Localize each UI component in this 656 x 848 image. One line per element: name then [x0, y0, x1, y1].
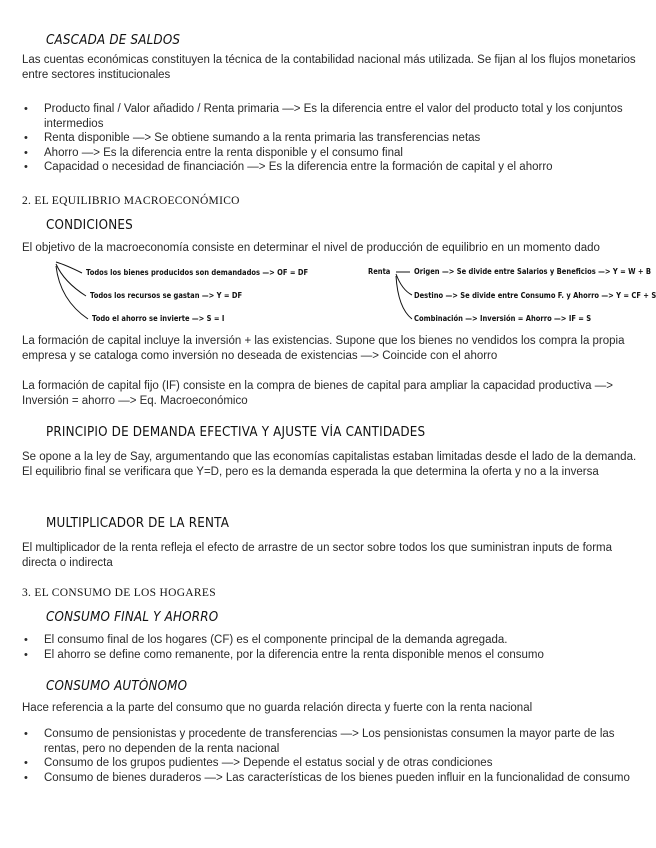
subsection-condiciones: CONDICIONES — [46, 218, 133, 233]
list-item: • Consumo de pensionistas y procedente de transferencias —> Los pensionistas consumen la mayor parte de las rentas, pero no dependen de la renta nacional — [22, 727, 640, 756]
cascada-intro: Las cuentas económicas constituyen la técnica de la contabilidad nacional más utilizada. Se fijan al los flujos monetarios entre sectores institucionales — [22, 54, 636, 81]
condiciones-intro: El objetivo de la macroeconomía consiste en determinar el nivel de producción de equilibrio en un momento dado — [22, 242, 600, 254]
note-right-3: Combinación —> Inversión = Ahorro —> IF = S — [414, 314, 592, 323]
section-heading-equilibrio: 2. EL EQUILIBRIO MACROECONÓMICO — [22, 195, 240, 207]
list-item: • Producto final / Valor añadido / Renta primaria —> Es la diferencia entre el valor del producto total y los conjuntos intermedios — [22, 102, 640, 131]
list-item: • Capacidad o necesidad de financiación —> Es la diferencia entre la formación de capital y el ahorro — [22, 160, 640, 175]
subsection-consumo-autonomo: CONSUMO AUTÓNOMO — [46, 679, 188, 694]
list-item: • Ahorro —> Es la diferencia entre la renta disponible y el consumo final — [22, 146, 640, 161]
paragraph-formacion-capital: La formación de capital incluye la inversión + las existencias. Supone que los bienes no vendidos los compra la propia empresa y se cataloga como inversión no deseada de existencias —> Coincide con el ahorro — [22, 335, 625, 362]
paragraph-demanda-efectiva: Se opone a la ley de Say, argumentando que las economías capitalistas estaban limitadas desde el lado de la demanda. El equilibrio final se verificara que Y=D, pero es la demanda esperada la que determina la oferta y no a la inversa — [22, 451, 637, 478]
list-item: • Consumo de los grupos pudientes —> Depende el estatus social y de otras condiciones — [22, 756, 640, 771]
section-title-cascada: CASCADA DE SALDOS — [46, 33, 181, 48]
consumo-autonomo-intro: Hace referencia a la parte del consumo que no guarda relación directa y fuerte con la renta nacional — [22, 702, 533, 714]
subsection-demanda-efectiva: PRINCIPIO DE DEMANDA EFECTIVA Y AJUSTE VÍA CANTIDADES — [46, 425, 426, 440]
subsection-consumo-final: CONSUMO FINAL Y AHORRO — [46, 610, 219, 625]
note-right-1: Origen —> Se divide entre Salarios y Beneficios —> Y = W + B — [414, 267, 652, 276]
note-left-3: Todo el ahorro se invierte —> S = I — [92, 314, 225, 323]
paragraph-multiplicador: El multiplicador de la renta refleja el efecto de arrastre de un sector sobre todos los que suministran inputs de forma directa o indirecta — [22, 542, 613, 569]
list-item: • Consumo de bienes duraderos —> Las características de los bienes pueden influir en la funcionalidad de consumo — [22, 771, 640, 786]
list-item: • El ahorro se define como remanente, por la diferencia entre la renta disponible menos el consumo — [22, 648, 640, 663]
list-item: • Renta disponible —> Se obtiene sumando a la renta primaria las transferencias netas — [22, 131, 640, 146]
paragraph-formacion-capital-fijo: La formación de capital fijo (IF) consiste en la compra de bienes de capital para ampliar la capacidad productiva —> Inversión = ahorro —> Eq. Macroeconómico — [22, 380, 613, 407]
section-heading-consumo: 3. EL CONSUMO DE LOS HOGARES — [22, 587, 216, 599]
consumo-final-list — [22, 633, 640, 662]
note-left-1: Todos los bienes producidos son demandados —> OF = DF — [86, 268, 309, 277]
consumo-autonomo-list — [22, 727, 640, 785]
note-left-2: Todos los recursos se gastan —> Y = DF — [90, 291, 243, 300]
list-item: • El consumo final de los hogares (CF) es el componente principal de la demanda agregada. — [22, 633, 640, 648]
note-right-2: Destino —> Se divide entre Consumo F. y Ahorro —> Y = CF + S — [414, 291, 656, 300]
note-right-root: Renta — [368, 267, 391, 276]
subsection-multiplicador: MULTIPLICADOR DE LA RENTA — [46, 516, 230, 531]
